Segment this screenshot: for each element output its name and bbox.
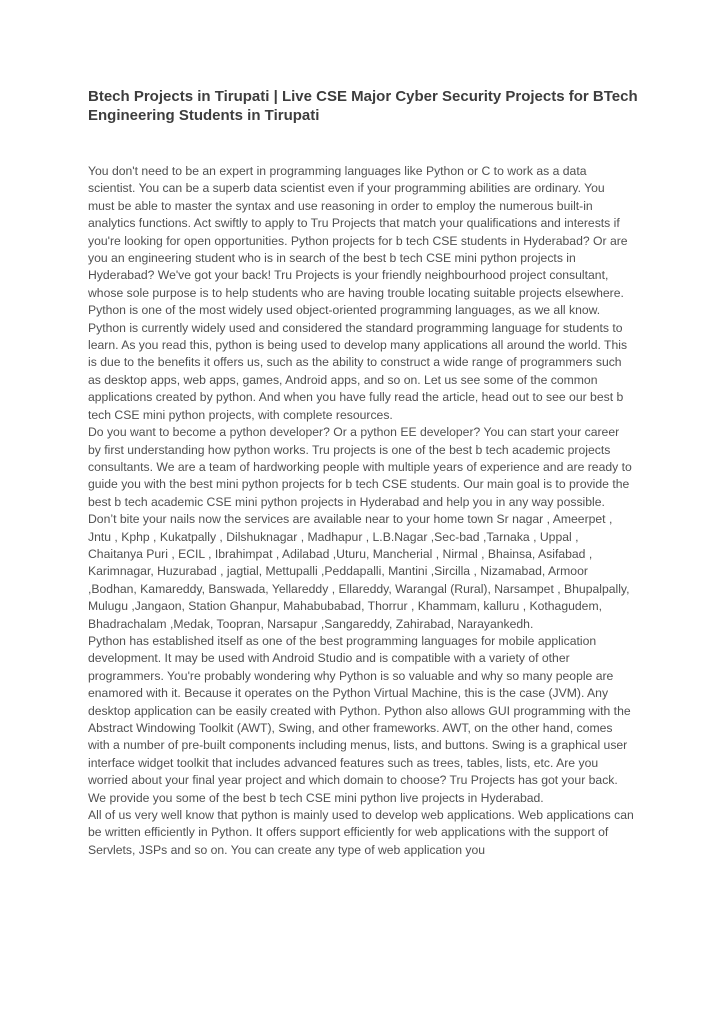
paragraph-mobile-development: Python has established itself as one of the best programming languages for mobile application development. It may be used with Android Studio and is compatible with a variety of other programmers. You're probably wondering why Python is so valuable and why so many people are enamored with it. Because it operates on the Python Virtual Machine, this is the case (JVM). Any desktop application can be easily created with Python. Python also allows GUI programming with the Abstract Windowing Toolkit (AWT), Swing, and other frameworks. AWT, on the other hand, comes with a number of pre-built components including menus, lists, and buttons. Swing is a graphical user interface widget toolkit that includes advanced features such as trees, tables, lists, etc. Are you worried about your final year project and which domain to choose? Tru Projects has got your back. We provide you some of the best b tech CSE mini python live projects in Hyderabad. [88, 633, 631, 805]
document-title: Btech Projects in Tirupati | Live CSE Major Cyber Security Projects for BTech Engineering Students in Tirupati [88, 88, 638, 124]
paragraph-python-developer: Do you want to become a python developer? Or a python EE developer? You can start your career by first understanding how python works. Tru projects is one of the best b tech academic projects consultants. We are a team of hardworking people with multiple years of experience and are ready to guide you with the best mini python projects for b tech CSE students. Our main goal is to provide the best b tech academic CSE mini python projects in Hyderabad and help you in any way possible. Don’t bite your nails now the services are available near to your home town Sr nagar , Ameerpet , Jntu , Kphp , Kukatpally , Dilshuknagar , Madhapur , L.B.Nagar ,Sec-bad ,Tarnaka , Uppal , Chaitanya Puri , ECIL , Ibrahimpat , Adilabad ,Uturu, Mancherial , Nirmal , Bhainsa, Asifabad , Karimnagar, Huzurabad , jagtial, Mettupalli ,Peddapalli, Mantini ,Sircilla , Nizamabad, Armoor ,Bodhan, Kamareddy, Banswada, Yellareddy , Ellareddy, Warangal (Rural), Narsampet , Bhupalpally, Mulugu ,Jangaon, Station Ghanpur, Mahabubabad, Thorrur , Khammam, kalluru , Kothagudem, Bhadrachalam ,Medak, Toopran, Narsapur ,Sangareddy, Zahirabad, Narayankedh. [88, 425, 632, 631]
paragraph-python-popularity: Python is one of the most widely used object-oriented programming languages, as we all know. Python is currently widely used and considered the standard programming language for students to learn. As you read this, python is being used to develop many applications all around the world. This is due to the benefits it offers us, such as the ability to construct a wide range of programmers such as desktop apps, web apps, games, Android apps, and so on. Let us see some of the common applications created by python. And when you have fully read the article, head out to see our best b tech CSE mini python projects, with complete resources. [88, 303, 628, 422]
document-body [88, 163, 634, 859]
paragraph-web-applications: All of us very well know that python is mainly used to develop web applications. Web applications can be written efficiently in Python. It offers support efficiently for web applications with the support of Servlets, JSPs and so on. You can create any type of web application you [88, 808, 634, 857]
paragraph-data-scientist: You don't need to be an expert in programming languages like Python or C to work as a data scientist. You can be a superb data scientist even if your programming abilities are ordinary. You must be able to master the syntax and use reasoning in order to employ the numerous built-in analytics functions. Act swiftly to apply to Tru Projects that match your qualifications and interests if you're looking for open opportunities. Python projects for b tech CSE students in Hyderabad? Or are you an engineering student who is in search of the best b tech CSE mini python projects in Hyderabad? We've got your back! Tru Projects is your friendly neighbourhood project consultant, whose sole purpose is to help students who are having trouble locating suitable projects elsewhere. [88, 164, 628, 300]
